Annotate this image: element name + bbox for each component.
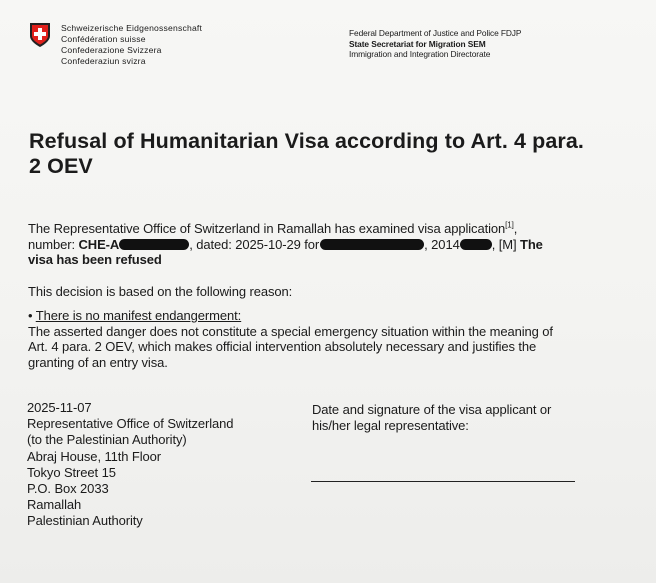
confederation-fr: Confédération suisse: [61, 34, 146, 44]
department-block: [349, 28, 521, 60]
application-number: CHE-A: [78, 236, 120, 252]
address-line: P.O. Box 2033: [27, 481, 109, 497]
reason-line-1: The asserted danger does not constitute a special emergency situation within the meaning of: [28, 323, 553, 339]
issue-date: 2025-11-07: [27, 400, 92, 415]
department-name: Federal Department of Justice and Police FDJP: [349, 28, 522, 38]
address-line: Ramallah: [27, 497, 82, 513]
refused-text-2: visa has been refused: [28, 252, 162, 267]
bullet: •: [28, 308, 36, 323]
redaction-name: [320, 239, 424, 250]
confederation-rm: Confederaziun svizra: [61, 56, 146, 66]
address-line: Representative Office of Switzerland: [27, 416, 234, 432]
intro-comma: ,: [513, 221, 518, 236]
reason-block: [28, 308, 553, 370]
number-label: number:: [28, 236, 79, 252]
sex: , [M]: [491, 236, 517, 252]
birth-year: , 2014: [424, 236, 460, 252]
issuer-address: [27, 400, 233, 530]
confederation-it: Confederazione Svizzera: [61, 45, 162, 55]
dated-text: , dated: 2025-10-29 for: [189, 236, 320, 252]
address-line: (to the Palestinian Authority): [27, 432, 187, 448]
address-line: Abraj House, 11th Floor: [27, 448, 162, 464]
confederation-names: [61, 23, 202, 67]
reason-intro: This decision is based on the following reason:: [28, 284, 293, 299]
directorate-name: Immigration and Integration Directorate: [349, 49, 491, 59]
reason-heading-line: [28, 308, 553, 324]
signature-label-line-2: his/her legal representative:: [312, 418, 469, 433]
signature-label-line-1: Date and signature of the visa applicant or: [312, 402, 552, 417]
intro-text: The Representative Office of Switzerland in Ramallah has examined visa application: [28, 221, 506, 236]
reason-heading: There is no manifest endangerment:: [35, 308, 242, 323]
secretariat-name: State Secretariat for Migration SEM: [349, 38, 486, 49]
refused-text-1: The: [516, 236, 543, 252]
confederation-de: Schweizerische Eidgenossenschaft: [61, 23, 203, 33]
address-line: Tokyo Street 15: [27, 464, 116, 480]
redaction-number: [119, 239, 189, 250]
page-title: Refusal of Humanitarian Visa according to Art. 4 para. 2 OEV: [29, 129, 584, 178]
intro-paragraph: [28, 221, 543, 268]
reason-line-2: Art. 4 para. 2 OEV, which makes official intervention absolutely necessary and justifies the: [28, 339, 537, 354]
swiss-coat-of-arms-icon: [29, 22, 51, 48]
signature-label: [312, 402, 551, 434]
intro-line-3: [28, 252, 543, 268]
address-line: Palestinian Authority: [27, 513, 143, 529]
redaction-birth-date: [460, 239, 492, 250]
intro-line-2: [28, 237, 543, 253]
signature-line: [311, 481, 575, 482]
footnote-mark: [1]: [505, 220, 514, 230]
intro-line-1: [28, 221, 543, 237]
reason-line-3: granting of an entry visa.: [28, 354, 168, 370]
